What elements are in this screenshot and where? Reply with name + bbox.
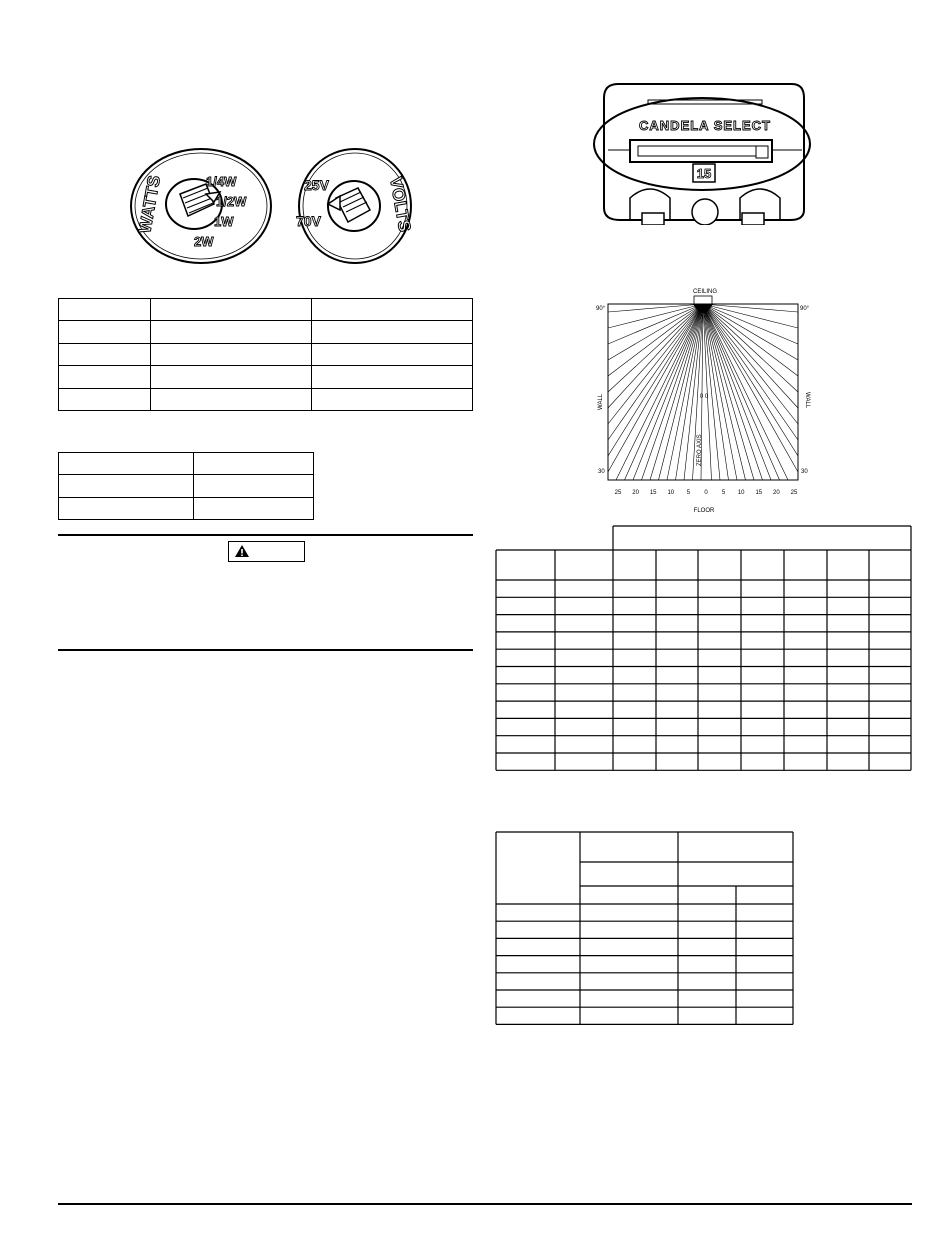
- volts-title: VOLTS: [386, 175, 414, 234]
- table-row: [59, 453, 314, 475]
- voltage-table: [58, 452, 314, 520]
- floor-tick-label: 20: [773, 490, 780, 496]
- watts-option-quarter: 1/4W: [206, 174, 237, 189]
- warning-triangle-icon: [234, 544, 250, 558]
- top-left-angle: 90°: [596, 306, 606, 312]
- warning-badge: [228, 541, 305, 562]
- floor-tick-label: 15: [755, 490, 763, 496]
- floor-tick-label: 5: [686, 490, 691, 496]
- floor-tick-label: 20: [632, 490, 639, 496]
- floor-tick-label: 25: [790, 490, 798, 496]
- table-row: [59, 366, 473, 388]
- ceiling-label: CEILING: [692, 289, 718, 295]
- table-row: [59, 475, 314, 497]
- floor-tick-label: 0: [704, 490, 708, 496]
- table-row: [59, 321, 473, 343]
- volts-option-25v: 25V: [304, 177, 329, 193]
- footer-rule: [58, 1203, 912, 1205]
- bottom-left-value: 30: [598, 469, 605, 475]
- candela-select-label: CANDELA SELECT: [639, 118, 771, 133]
- center-marks: 0 0: [699, 394, 709, 400]
- candela-slider[interactable]: [630, 140, 772, 162]
- volts-dial[interactable]: [296, 146, 414, 266]
- volts-knob[interactable]: [328, 181, 380, 231]
- floor-tick-label: 10: [667, 490, 675, 496]
- floor-tick-label: 10: [737, 490, 745, 496]
- watts-title: WATTS: [135, 174, 165, 235]
- floor-tick-label: 5: [721, 490, 726, 496]
- candela-matrix-table: [494, 524, 914, 774]
- floor-tick-label: 25: [614, 490, 622, 496]
- wall-label-right: WALL: [804, 392, 810, 409]
- top-right-angle: 90°: [800, 306, 810, 312]
- dispersion-chart: [590, 284, 820, 516]
- floor-tick-label: 15: [649, 490, 657, 496]
- watts-dial[interactable]: [128, 146, 274, 266]
- table-row: [59, 343, 473, 365]
- zero-axis-label: ZERO AXIS: [697, 434, 703, 466]
- volts-option-70v: 70V: [296, 213, 321, 229]
- bottom-right-value: 30: [801, 469, 808, 475]
- spec-table: [494, 830, 796, 1026]
- wall-label-left: WALL: [598, 393, 604, 410]
- floor-ticks: [615, 490, 798, 496]
- table-row: [59, 497, 314, 519]
- warning-bottom-rule: [58, 649, 473, 651]
- table-row: [59, 299, 473, 321]
- watts-option-two: 2W: [194, 234, 214, 249]
- warning-top-rule: [58, 534, 473, 536]
- candela-window-value: 15: [696, 166, 712, 181]
- floor-label: FLOOR: [693, 508, 715, 514]
- candela-select-unit: [590, 80, 820, 225]
- table-row: [59, 388, 473, 410]
- wattage-table: [58, 298, 473, 411]
- watts-option-one: 1W: [214, 214, 234, 229]
- watts-option-half: 1/2W: [216, 194, 247, 209]
